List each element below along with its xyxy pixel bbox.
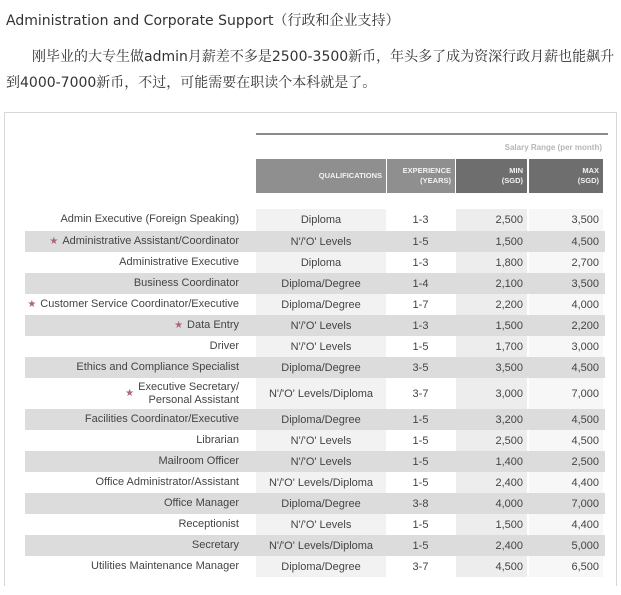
experience-cell-text: 3-7 xyxy=(412,560,429,573)
max-salary-cell-text: 4,000 xyxy=(571,298,599,311)
job-title: Data Entry xyxy=(187,319,239,331)
job-title-wrap xyxy=(85,413,239,426)
max-salary-cell xyxy=(527,357,603,378)
experience-cell xyxy=(386,315,455,336)
job-title-wrap xyxy=(60,213,239,226)
table-row xyxy=(5,315,616,336)
min-salary-cell xyxy=(455,231,527,252)
experience-cell-text: 1-5 xyxy=(412,455,429,468)
qualifications-cell-text: N'/'O' Levels xyxy=(290,235,352,248)
table-row xyxy=(5,231,616,252)
experience-cell-text: 1-5 xyxy=(412,518,429,531)
table-row xyxy=(5,472,616,493)
job-title-cell xyxy=(5,493,243,514)
experience-cell xyxy=(386,209,455,230)
header-qualifications xyxy=(256,159,386,193)
min-salary-cell-text: 4,000 xyxy=(495,497,523,510)
max-salary-cell-text: 4,500 xyxy=(571,361,599,374)
max-salary-cell-text: 2,700 xyxy=(571,256,599,269)
experience-cell xyxy=(386,379,455,408)
min-salary-cell-text: 1,500 xyxy=(495,319,523,332)
experience-cell-text: 1-5 xyxy=(412,235,429,248)
min-salary-cell xyxy=(455,252,527,273)
header-max-line2: (SGD) xyxy=(577,176,599,185)
experience-cell-text: 3-8 xyxy=(412,497,429,510)
job-title-wrap xyxy=(174,319,239,332)
max-salary-cell-text: 7,000 xyxy=(571,387,599,400)
min-salary-cell-text: 1,800 xyxy=(495,256,523,269)
min-salary-cell-text: 3,000 xyxy=(495,387,523,400)
table-row xyxy=(5,379,616,408)
max-salary-cell xyxy=(527,493,603,514)
min-salary-cell xyxy=(455,472,527,493)
table-row xyxy=(5,357,616,378)
qualifications-cell-text: Diploma/Degree xyxy=(281,497,361,510)
header-min-line1: MIN xyxy=(509,166,523,175)
min-salary-cell xyxy=(455,493,527,514)
header-experience-line2: (YEARS) xyxy=(420,176,451,185)
max-salary-cell xyxy=(527,409,603,430)
max-salary-cell-text: 2,200 xyxy=(571,319,599,332)
job-title: Customer Service Coordinator/Executive xyxy=(40,298,239,310)
article-paragraph: 刚毕业的大专生做admin月薪差不多是2500-3500新币，年头多了成为资深行政月薪也能飙升到4000-7000新币，不过，可能需要在职读个本科就是了。 xyxy=(6,49,615,91)
job-title-cell xyxy=(5,514,243,535)
star-icon: ★ xyxy=(174,320,184,331)
job-title: Facilities Coordinator/Executive xyxy=(84,413,239,425)
min-salary-cell xyxy=(455,379,527,408)
experience-cell-text: 1-3 xyxy=(412,256,429,269)
job-title-wrap xyxy=(96,476,239,489)
max-salary-cell-text: 3,500 xyxy=(571,277,599,290)
max-salary-cell-text: 4,400 xyxy=(571,518,599,531)
experience-cell-text: 1-5 xyxy=(412,434,429,447)
job-title: Utilities Maintenance Manager xyxy=(91,560,239,572)
qualifications-cell xyxy=(256,231,386,252)
job-title-wrap xyxy=(91,560,239,573)
max-salary-cell xyxy=(527,294,603,315)
experience-cell-text: 1-3 xyxy=(412,213,429,226)
min-salary-cell xyxy=(455,209,527,230)
experience-cell-text: 1-5 xyxy=(412,539,429,552)
page-bottom xyxy=(0,586,621,595)
min-salary-cell xyxy=(455,315,527,336)
experience-cell-text: 1-5 xyxy=(412,340,429,353)
min-salary-cell-text: 3,200 xyxy=(495,413,523,426)
qualifications-cell xyxy=(256,451,386,472)
min-salary-cell-text: 2,200 xyxy=(495,298,523,311)
experience-cell-text: 1-5 xyxy=(412,476,429,489)
experience-cell xyxy=(386,430,455,451)
experience-cell xyxy=(386,472,455,493)
job-title-wrap xyxy=(49,235,239,248)
min-salary-cell-text: 1,500 xyxy=(495,235,523,248)
qualifications-cell xyxy=(256,252,386,273)
table-row xyxy=(5,514,616,535)
job-title-cell xyxy=(5,556,243,577)
min-salary-cell-text: 1,500 xyxy=(495,518,523,531)
min-salary-cell xyxy=(455,294,527,315)
job-title: Administrative Executive xyxy=(119,256,239,268)
max-salary-cell-text: 4,500 xyxy=(571,413,599,426)
min-salary-cell-text: 1,700 xyxy=(495,340,523,353)
min-salary-cell xyxy=(455,409,527,430)
qualifications-cell xyxy=(256,294,386,315)
max-salary-cell-text: 3,000 xyxy=(571,340,599,353)
max-salary-cell xyxy=(527,472,603,493)
table-row xyxy=(5,336,616,357)
header-experience-line1: EXPERIENCE xyxy=(402,166,451,175)
qualifications-cell-text: Diploma/Degree xyxy=(281,413,361,426)
qualifications-cell-text: N'/'O' Levels/Diploma xyxy=(268,539,374,552)
star-icon: ★ xyxy=(49,236,59,247)
job-title-cell xyxy=(5,273,243,294)
job-title-cell xyxy=(5,231,243,252)
qualifications-cell-text: Diploma/Degree xyxy=(281,277,361,290)
job-title: Office Administrator/Assistant xyxy=(95,476,239,488)
max-salary-cell-text: 6,500 xyxy=(571,560,599,573)
min-salary-cell xyxy=(455,430,527,451)
qualifications-cell-text: N'/'O' Levels xyxy=(290,340,352,353)
max-salary-cell xyxy=(527,231,603,252)
min-salary-cell xyxy=(455,535,527,556)
max-salary-cell-text: 4,400 xyxy=(571,476,599,489)
table-row xyxy=(5,409,616,430)
salary-range-header: Salary Range (per month) xyxy=(504,143,602,152)
star-icon: ★ xyxy=(125,388,135,399)
experience-cell-text: 3-7 xyxy=(412,387,429,400)
experience-cell-text: 1-4 xyxy=(412,277,429,290)
qualifications-cell xyxy=(256,430,386,451)
salary-table-image xyxy=(4,112,617,588)
job-title: Admin Executive (Foreign Speaking) xyxy=(60,213,239,225)
min-salary-cell-text: 2,500 xyxy=(495,213,523,226)
experience-cell xyxy=(386,252,455,273)
min-salary-cell xyxy=(455,273,527,294)
max-salary-cell xyxy=(527,315,603,336)
max-salary-cell xyxy=(527,209,603,230)
experience-cell xyxy=(386,556,455,577)
table-row xyxy=(5,294,616,315)
qualifications-cell xyxy=(256,379,386,408)
job-title-wrap xyxy=(196,434,239,447)
min-salary-cell xyxy=(455,556,527,577)
table-row xyxy=(5,556,616,577)
star-icon: ★ xyxy=(27,299,37,310)
job-title-cell xyxy=(5,451,243,472)
max-salary-cell-text: 4,500 xyxy=(571,235,599,248)
experience-cell xyxy=(386,273,455,294)
min-salary-cell-text: 1,400 xyxy=(495,455,523,468)
table-row xyxy=(5,535,616,556)
min-salary-cell-text: 2,400 xyxy=(495,539,523,552)
qualifications-cell-text: N'/'O' Levels/Diploma xyxy=(268,476,374,489)
job-title-cell xyxy=(5,315,243,336)
job-title-wrap xyxy=(210,340,239,353)
job-title: Ethics and Compliance Specialist xyxy=(76,361,239,373)
max-salary-cell xyxy=(527,336,603,357)
job-title: Receptionist xyxy=(178,518,239,530)
max-salary-cell xyxy=(527,535,603,556)
header-qualifications-label: QUALIFICATIONS xyxy=(318,171,382,180)
qualifications-cell xyxy=(256,556,386,577)
max-salary-cell xyxy=(527,451,603,472)
max-salary-cell xyxy=(527,273,603,294)
qualifications-cell xyxy=(256,209,386,230)
qualifications-cell-text: Diploma/Degree xyxy=(281,361,361,374)
qualifications-cell xyxy=(256,514,386,535)
min-salary-cell xyxy=(455,336,527,357)
job-title-wrap xyxy=(192,539,239,552)
max-salary-cell-text: 7,000 xyxy=(571,497,599,510)
table-row xyxy=(5,430,616,451)
table-row xyxy=(5,493,616,514)
header-min-line2: (SGD) xyxy=(501,176,523,185)
qualifications-cell-text: N'/'O' Levels xyxy=(290,518,352,531)
job-title-cell xyxy=(5,430,243,451)
job-title-wrap xyxy=(134,277,239,290)
job-title: Driver xyxy=(209,340,239,352)
experience-cell-text: 1-7 xyxy=(412,298,429,311)
qualifications-cell-text: Diploma/Degree xyxy=(281,560,361,573)
header-experience xyxy=(387,159,455,193)
job-title: Mailroom Officer xyxy=(158,455,239,467)
experience-cell xyxy=(386,294,455,315)
experience-cell xyxy=(386,231,455,252)
table-row xyxy=(5,451,616,472)
min-salary-cell-text: 2,400 xyxy=(495,476,523,489)
qualifications-cell xyxy=(256,336,386,357)
max-salary-cell xyxy=(527,430,603,451)
job-title: Librarian xyxy=(196,434,239,446)
table-row xyxy=(5,209,616,230)
job-title: Administrative Assistant/Coordinator xyxy=(62,235,239,247)
table-top-rule xyxy=(256,133,608,135)
job-title-cell xyxy=(5,357,243,378)
max-salary-cell xyxy=(527,252,603,273)
experience-cell xyxy=(386,357,455,378)
job-title-wrap xyxy=(125,381,239,407)
job-title-wrap xyxy=(119,256,239,269)
qualifications-cell-text: Diploma xyxy=(300,213,342,226)
max-salary-cell-text: 4,500 xyxy=(571,434,599,447)
header-max-line1: MAX xyxy=(582,166,599,175)
min-salary-cell xyxy=(455,514,527,535)
qualifications-cell xyxy=(256,472,386,493)
min-salary-cell-text: 4,500 xyxy=(495,560,523,573)
qualifications-cell-text: Diploma/Degree xyxy=(281,298,361,311)
experience-cell-text: 1-5 xyxy=(412,413,429,426)
qualifications-cell xyxy=(256,493,386,514)
experience-cell xyxy=(386,409,455,430)
experience-cell xyxy=(386,451,455,472)
max-salary-cell xyxy=(527,379,603,408)
job-title-cell xyxy=(5,379,243,408)
min-salary-cell-text: 2,100 xyxy=(495,277,523,290)
salary-table xyxy=(5,113,616,587)
qualifications-cell-text: N'/'O' Levels xyxy=(290,434,352,447)
header-min xyxy=(456,159,527,193)
job-title: Secretary xyxy=(191,539,239,551)
header-max xyxy=(529,159,603,193)
min-salary-cell-text: 3,500 xyxy=(495,361,523,374)
qualifications-cell xyxy=(256,273,386,294)
qualifications-cell xyxy=(256,357,386,378)
qualifications-cell-text: N'/'O' Levels xyxy=(290,319,352,332)
qualifications-cell-text: N'/'O' Levels xyxy=(290,455,352,468)
qualifications-cell xyxy=(256,409,386,430)
job-title-cell xyxy=(5,252,243,273)
job-title-cell xyxy=(5,294,243,315)
job-title-wrap xyxy=(76,361,239,374)
job-title-cell xyxy=(5,472,243,493)
job-title-wrap xyxy=(164,497,239,510)
min-salary-cell xyxy=(455,357,527,378)
max-salary-cell-text: 5,000 xyxy=(571,539,599,552)
job-title-cell xyxy=(5,535,243,556)
job-title: Office Manager xyxy=(163,497,239,509)
job-title-wrap xyxy=(27,298,239,311)
max-salary-cell xyxy=(527,556,603,577)
article-heading: Administration and Corporate Support（行政和企业支持） xyxy=(6,13,400,29)
job-title-wrap xyxy=(159,455,239,468)
qualifications-cell xyxy=(256,315,386,336)
experience-cell-text: 1-3 xyxy=(412,319,429,332)
qualifications-cell xyxy=(256,535,386,556)
job-title-wrap xyxy=(178,518,239,531)
max-salary-cell-text: 3,500 xyxy=(571,213,599,226)
experience-cell xyxy=(386,535,455,556)
max-salary-cell xyxy=(527,514,603,535)
experience-cell xyxy=(386,336,455,357)
qualifications-cell-text: N'/'O' Levels/Diploma xyxy=(268,387,374,400)
job-title: Executive Secretary/ Personal Assistant xyxy=(138,380,239,406)
experience-cell xyxy=(386,514,455,535)
job-title-cell xyxy=(5,336,243,357)
min-salary-cell-text: 2,500 xyxy=(495,434,523,447)
experience-cell-text: 3-5 xyxy=(412,361,429,374)
qualifications-cell-text: Diploma xyxy=(300,256,342,269)
table-row xyxy=(5,273,616,294)
job-title-cell xyxy=(5,409,243,430)
min-salary-cell xyxy=(455,451,527,472)
experience-cell xyxy=(386,493,455,514)
job-title: Business Coordinator xyxy=(133,277,239,289)
max-salary-cell-text: 2,500 xyxy=(571,455,599,468)
table-row xyxy=(5,252,616,273)
job-title-cell xyxy=(5,209,243,230)
